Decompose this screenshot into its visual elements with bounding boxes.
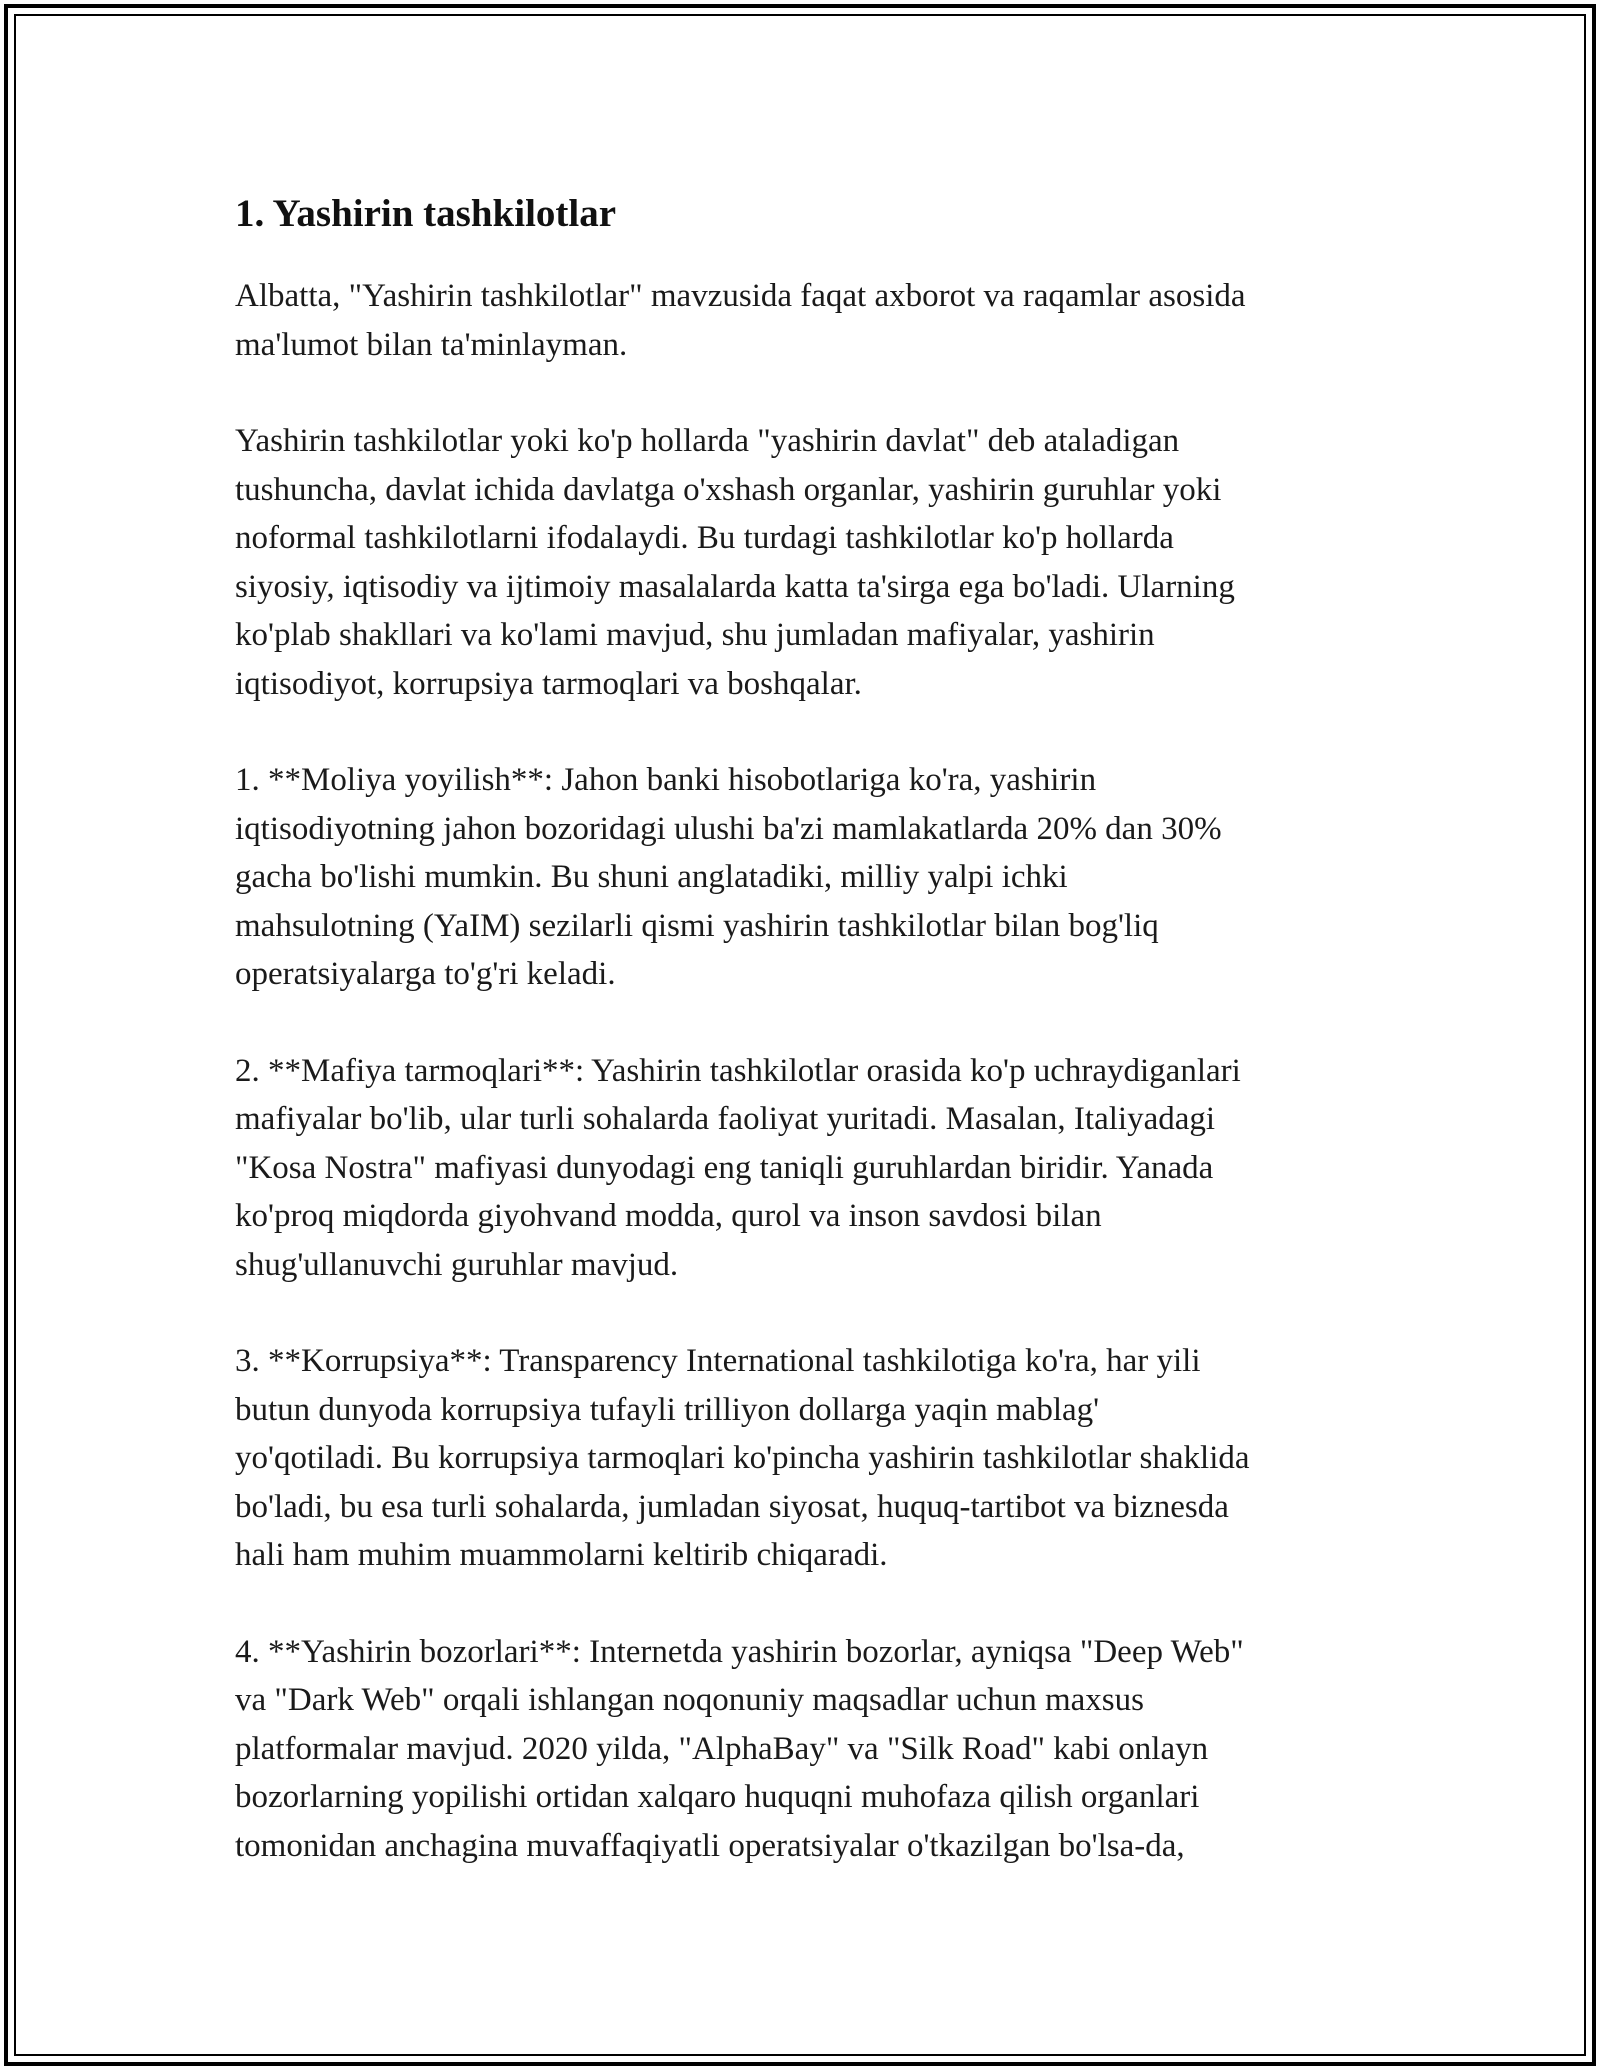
paragraph-intro: Albatta, "Yashirin tashkilotlar" mavzusida faqat axborot va raqamlar asosida ma'lumot bilan ta'minlayman. <box>235 278 1246 363</box>
paragraph-definition: Yashirin tashkilotlar yoki ko'p hollarda "yashirin davlat" deb ataladigan tushuncha, davlat ichida davlatga o'xshash organlar, yashirin guruhlar yoki noformal tashkilotlarni ifodalaydi. Bu turdagi tashkilotlar ko'p hollarda siyosiy, iqtisodiy va ijtimoiy masalalarda katta ta'sirga ega bo'ladi. Ularning ko'plab shakllari va ko'lami mavjud, shu jumladan mafiyalar, yashirin iqtisodiyot, korrupsiya tarmoqlari va boshqalar. <box>235 423 1235 702</box>
document-body <box>235 186 1405 1918</box>
paragraph-item-1: 1. **Moliya yoyilish**: Jahon banki hisobotlariga ko'ra, yashirin iqtisodiyotning jahon bozoridagi ulushi ba'zi mamlakatlarda 20% dan 30% gacha bo'lishi mumkin. Bu shuni anglatadiki, milliy yalpi ichki mahsulotning (YaIM) sezilarli qismi yashirin tashkilotlar bilan bog'liq operatsiyalarga to'g'ri keladi. <box>235 762 1222 992</box>
section-title: 1. Yashirin tashkilotlar <box>235 192 617 235</box>
paragraph-item-3: 3. **Korrupsiya**: Transparency International tashkilotiga ko'ra, har yili butun dunyoda korrupsiya tufayli trilliyon dollarga yaqin mablag' yo'qotiladi. Bu korrupsiya tarmoqlari ko'pincha yashirin tashkilotlar shaklida bo'ladi, bu esa turli sohalarda, jumladan siyosat, huquq-tartibot va biznesda hali ham muhim muammolarni keltirib chiqaradi. <box>235 1343 1250 1573</box>
paragraph-item-4: 4. **Yashirin bozorlari**: Internetda yashirin bozorlar, ayniqsa "Deep Web" va "Dark Web" orqali ishlangan noqonuniy maqsadlar uchun maxsus platformalar mavjud. 2020 yilda, "AlphaBay" va "Silk Road" kabi onlayn bozorlarning yopilishi ortidan xalqaro huquqni muhofaza qilish organlari tomonidan anchagina muvaffaqiyatli operatsiyalar o'tkazilgan bo'lsa-da, <box>235 1633 1244 1864</box>
paragraph-item-2: 2. **Mafiya tarmoqlari**: Yashirin tashkilotlar orasida ko'p uchraydiganlari mafiyalar bo'lib, ular turli sohalarda faoliyat yuritadi. Masalan, Italiyadagi "Kosa Nostra" mafiyasi dunyodagi eng taniqli guruhlardan biridir. Yanada ko'proq miqdorda giyohvand modda, qurol va inson savdosi bilan shug'ullanuvchi guruhlar mavjud. <box>235 1052 1241 1283</box>
